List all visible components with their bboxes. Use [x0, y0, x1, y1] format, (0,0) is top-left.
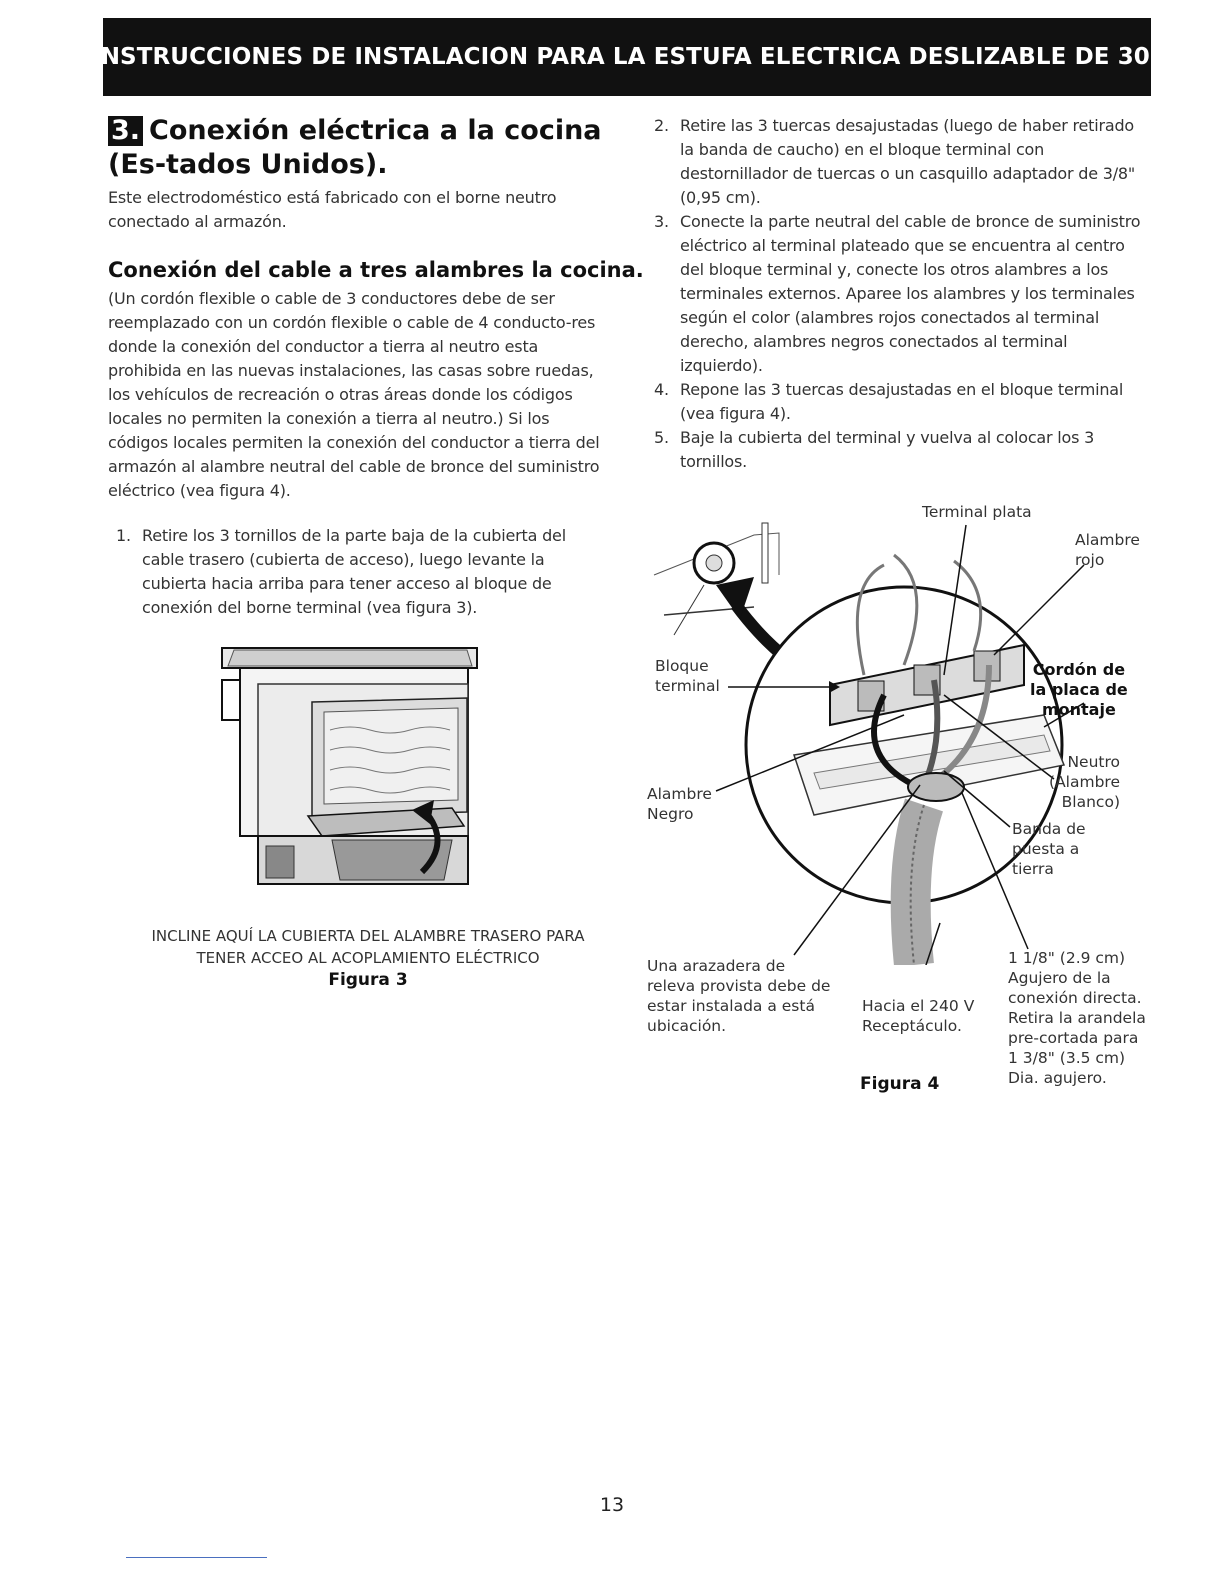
step-text: Baje la cubierta del terminal y vuelva al colocar los 3 tornillos. [680, 428, 1095, 471]
step-item [654, 426, 1148, 474]
step-item [654, 210, 1148, 378]
step-number: 1. [116, 526, 131, 545]
figure-4-wiring-illustration [644, 515, 1154, 965]
label-alambre-rojo: Alambre rojo [1075, 531, 1140, 569]
figure-3-range-illustration [212, 640, 492, 902]
label-terminal-plata: Terminal plata [922, 503, 1032, 521]
label-agujero: 1 1/8" (2.9 cm) Agujero de la conexión directa. Retira la arandela pre-cortada para 1 3/8" (3.5 cm) Dia. agujero. [1008, 949, 1146, 1087]
step-text: Conecte la parte neutral del cable de bronce de suministro eléctrico al terminal plateado que se encuentra al centro del bloque terminal y, conecte los otros alambres a los terminales externos. Aparee los alambres y los terminales según el color (alambres rojos conectados al terminal derecho, alambres negros conectados al terminal izquierdo). [680, 212, 1141, 375]
note-paragraph: (Un cordón flexible o cable de 3 conductores debe de ser reemplazado con un cordón flexible o cable de 4 conducto-res donde la conexión del conductor a tierra al neutro esta prohibida en las nuevas instalaciones, las casas sobre ruedas, los vehículos de recreación o otras áreas donde los códigos locales no permiten la conexión a tierra al neutro.) Si los códigos locales permiten la conexión del conductor a tierra del armazón al alambre neutral del cable de bronce del suministro eléctrico (vea figura 4). [108, 289, 600, 500]
label-hacia-240v: Hacia el 240 V Receptáculo. [862, 997, 975, 1035]
inset-range-corner [654, 523, 779, 635]
label-arazadera: Una arazadera de releva provista debe de estar instalada a está ubicación. [647, 957, 831, 1035]
label-alambre-negro: Alambre Negro [647, 785, 712, 823]
step-item [654, 114, 1148, 210]
page-number: 13 [599, 1494, 625, 1516]
section-title [108, 114, 628, 182]
step-text: Retire los 3 tornillos de la parte baja de la cubierta del cable trasero (cubierta de acceso), luego levante la cubierta hacia arriba para tener acceso al bloque de conexión del borne terminal (vea figura 3). [142, 526, 566, 617]
step-list-right [654, 114, 1148, 474]
step-number: 3. [654, 212, 669, 231]
intro-paragraph: Este electrodoméstico está fabricado con el borne neutro conectado al armazón. [108, 188, 557, 231]
figure-3-label: Figura 3 [328, 970, 408, 990]
figure-3-caption-line1: INCLINE AQUÍ LA CUBIERTA DEL ALAMBRE TRASERO PARA [151, 927, 585, 945]
figure-3-caption [108, 925, 628, 991]
step-number: 2. [654, 116, 669, 135]
figure-3-caption-line2: TENER ACCEO AL ACOPLAMIENTO ELÉCTRICO [196, 949, 540, 967]
figure-4-label: Figura 4 [860, 1074, 940, 1094]
section-title-text: Conexión eléctrica a la cocina (Es-tados Unidos). [108, 115, 602, 180]
section-number: 3. [108, 116, 143, 146]
step-number: 4. [654, 380, 669, 399]
step-item [116, 524, 608, 620]
subheading: Conexión del cable a tres alambres la cocina. [108, 258, 644, 282]
footer-rule [126, 1557, 267, 1558]
step-number: 5. [654, 428, 669, 447]
step-list-left [116, 524, 608, 620]
page-banner: INSTRUCCIONES DE INSTALACION PARA LA ESTUFA ELECTRICA DESLIZABLE DE 30" [103, 18, 1151, 96]
label-neutro: Neutro (Alambre Blanco) [1049, 753, 1120, 811]
step-text: Retire las 3 tuercas desajustadas (luego de haber retirado la banda de caucho) en el bloque terminal con destornillador de tuercas o un casquillo adaptador de 3/8"(0,95 cm). [680, 116, 1136, 207]
label-bloque-terminal: Bloque terminal [655, 657, 720, 695]
label-banda-tierra: Banda de puesta a tierra [1012, 820, 1086, 878]
step-item [654, 378, 1148, 426]
step-text: Repone las 3 tuercas desajustadas en el bloque terminal (vea figura 4). [680, 380, 1124, 423]
label-cordon-placa: Cordón de la placa de montaje [1030, 660, 1128, 719]
